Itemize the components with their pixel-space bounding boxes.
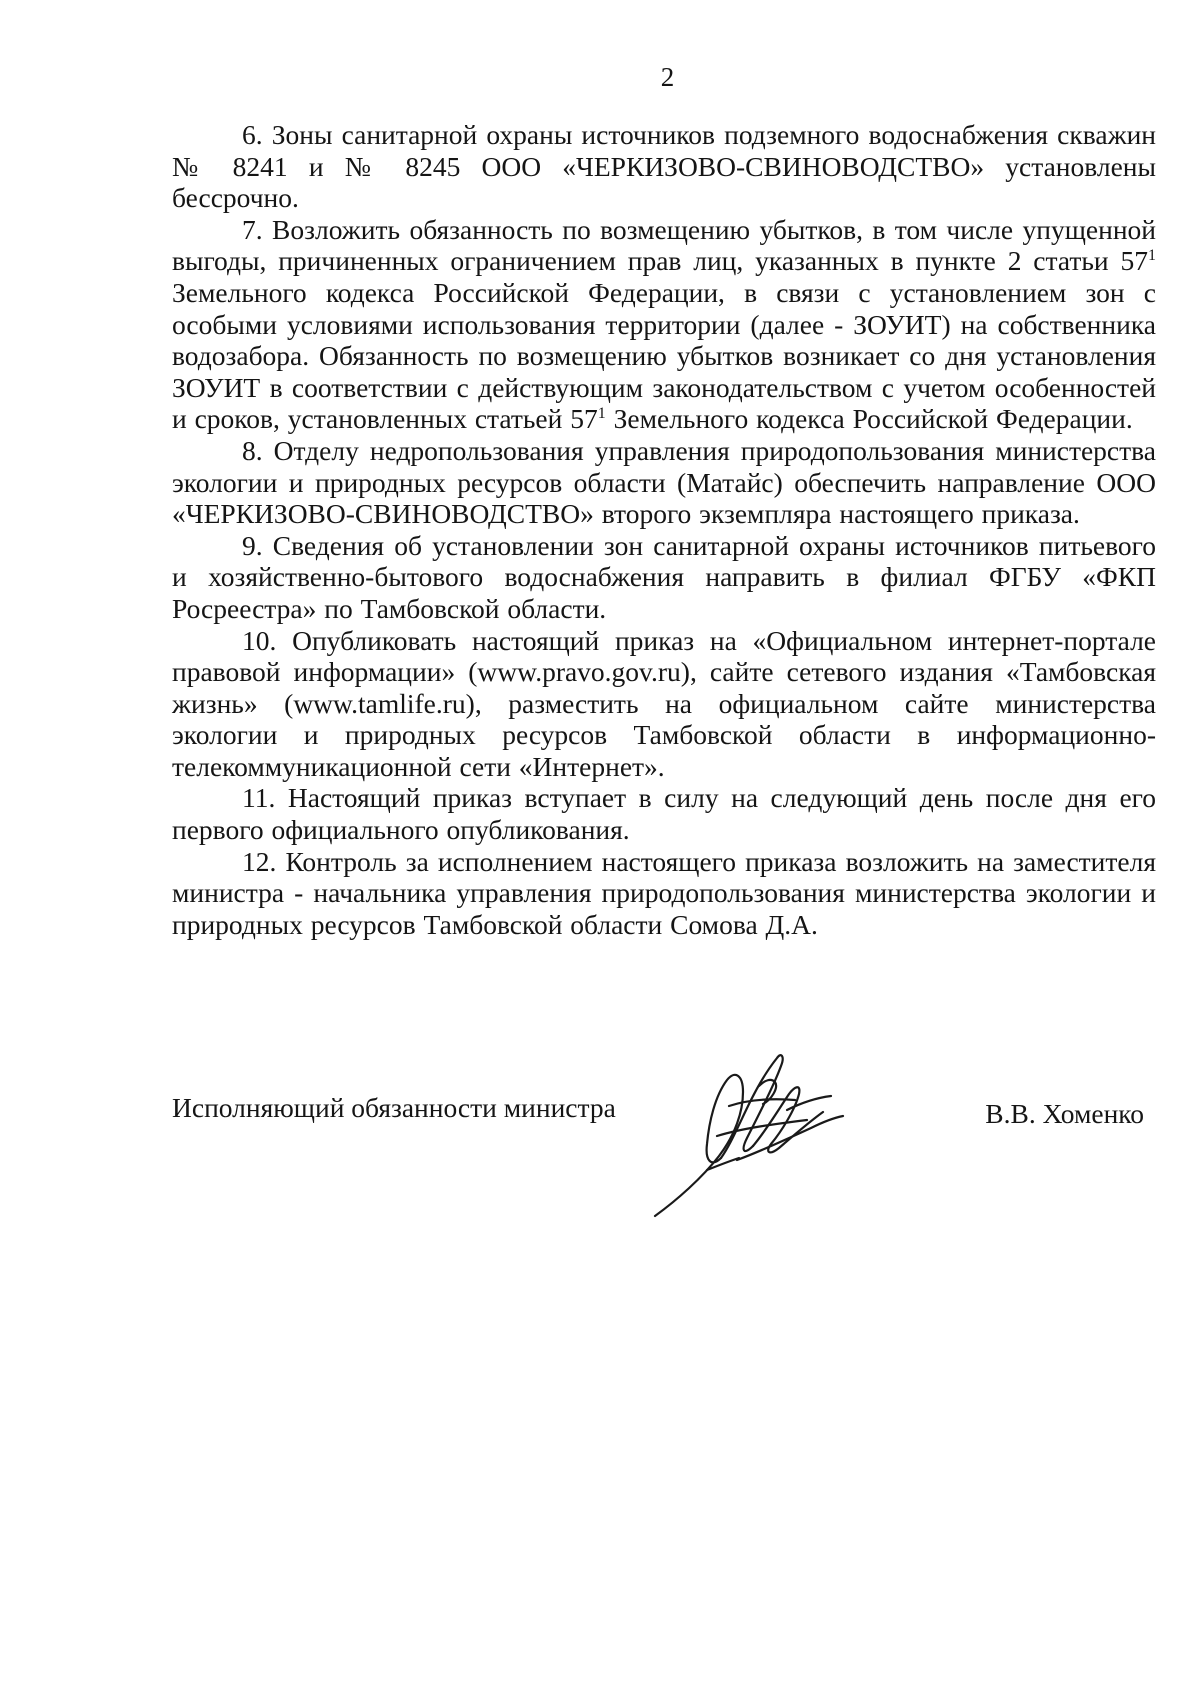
superscript-marker: 1 <box>1148 247 1156 265</box>
paragraph-7-text-1: 7. Возложить обязанность по возмещению убытков, в том числе упущенной выгоды, причиненных ограничением прав лиц, указанных в пункте 2 статьи 57 <box>172 213 1156 277</box>
paragraph-7-text-2: Земельного кодекса Российской Федерации, в связи с установлением зон с особыми условиями использования территории (далее - ЗОУИТ) на собственника водозабора. Обязанность по возмещению убытков возникает со дня установления ЗОУИТ в соответствии с действующим законодательством с учетом особенностей и сроков, установленных статьей 57 <box>172 276 1156 435</box>
paragraph-10: 10. Опубликовать настоящий приказ на «Официальном интернет-портале правовой информации» (www.pravo.gov.ru), сайте сетевого издания «Тамбовская жизнь» (www.tamlife.ru), разместить на официальном сайте министерства экологии и природных ресурсов Тамбовской области в информационно-телекоммуникационной сети «Интернет». <box>172 624 1156 782</box>
signature-block <box>172 1092 1156 1242</box>
paragraph-6: 6. Зоны санитарной охраны источников подземного водоснабжения скважин № 8241 и № 8245 ООО «ЧЕРКИЗОВО-СВИНОВОДСТВО» установлены бессрочно. <box>172 119 1156 214</box>
paragraph-8: 8. Отделу недропользования управления природопользования министерства экологии и природных ресурсов области (Матайс) обеспечить направление ООО «ЧЕРКИЗОВО-СВИНОВОДСТВО» второго экземпляра настоящего приказа. <box>172 434 1156 530</box>
paragraph-9: 9. Сведения об установлении зон санитарной охраны источников питьевого и хозяйственно-бытового водоснабжения направить в филиал ФГБУ «ФКП Росреестра» по Тамбовской области. <box>172 529 1156 624</box>
signatory-position: Исполняющий обязанности министра <box>172 1092 616 1123</box>
paragraph-12: 12. Контроль за исполнением настоящего приказа возложить на заместителя министра - начальника управления природопользования министерства экологии и природных ресурсов Тамбовской области Сомова Д.А. <box>172 845 1156 940</box>
paragraph-11: 11. Настоящий приказ вступает в силу на следующий день после дня его первого официального опубликования. <box>172 782 1156 846</box>
signatory-name: В.В. Хоменко <box>985 1098 1144 1129</box>
handwritten-signature-icon <box>647 1040 857 1230</box>
paragraph-7-text-3: Земельного кодекса Российской Федерации. <box>605 403 1133 435</box>
page-number: 2 <box>660 62 675 92</box>
document-body <box>172 119 1156 940</box>
paragraph-7 <box>172 214 1156 435</box>
superscript-marker: 1 <box>597 405 606 423</box>
